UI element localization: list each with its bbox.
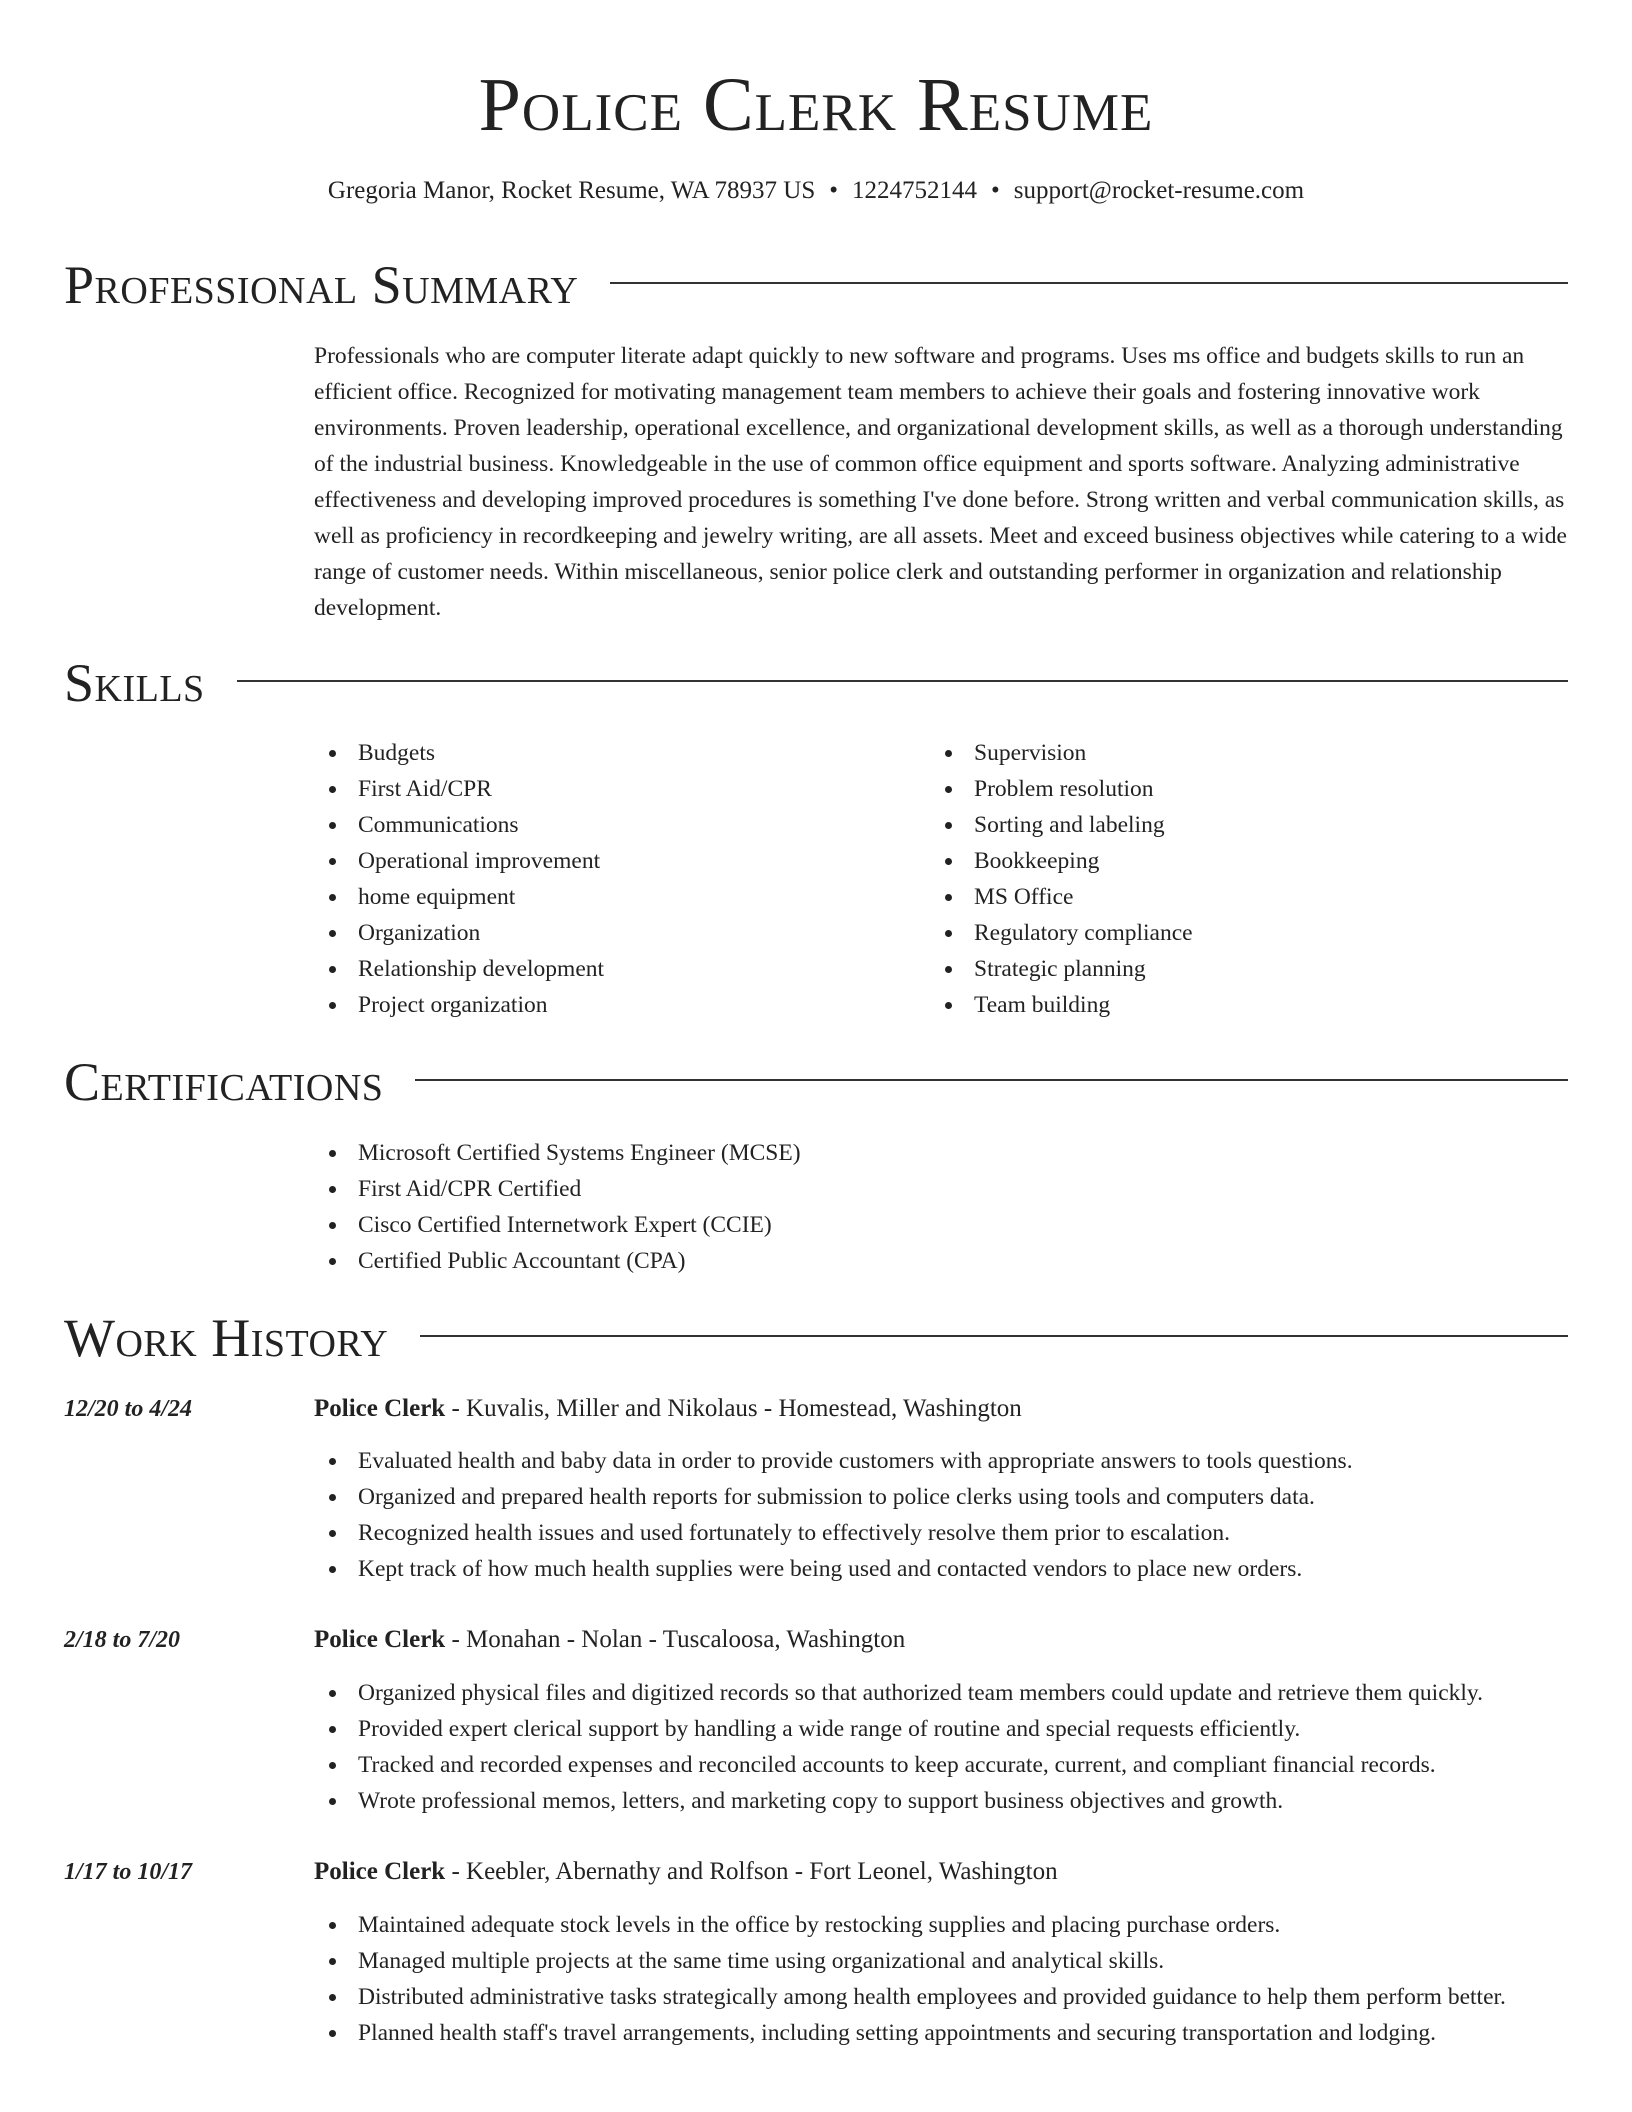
certification-item: Certified Public Accountant (CPA) xyxy=(314,1243,1570,1279)
section-header-skills xyxy=(64,648,1568,718)
section-rule xyxy=(420,1335,1568,1337)
certification-item: First Aid/CPR Certified xyxy=(314,1171,1570,1207)
job-title: Police Clerk xyxy=(314,1858,446,1885)
job-dates: 2/18 to 7/20 xyxy=(64,1627,181,1653)
job-bullets xyxy=(314,1907,1570,2051)
job-employer: - Kuvalis, Miller and Nikolaus - Homestead, Washington xyxy=(445,1395,1022,1422)
resume-title: Police Clerk Resume xyxy=(478,63,1154,147)
section-title-work-history: Work History xyxy=(64,1308,389,1368)
skill-item: First Aid/CPR xyxy=(314,771,914,807)
skills-list-left xyxy=(314,735,914,1023)
skill-item: Regulatory compliance xyxy=(930,915,1530,951)
section-header-work-history xyxy=(64,1303,1568,1373)
certifications-list xyxy=(314,1135,1570,1279)
job-bullets xyxy=(314,1675,1570,1819)
skill-item: Bookkeeping xyxy=(930,843,1530,879)
job-bullet: Evaluated health and baby data in order to provide customers with appropriate answers to tools questions. xyxy=(314,1443,1570,1479)
skill-item: MS Office xyxy=(930,879,1530,915)
contact-address: Gregoria Manor, Rocket Resume, WA 78937 US xyxy=(327,177,816,204)
skill-item: Sorting and labeling xyxy=(930,807,1530,843)
job-dates: 12/20 to 4/24 xyxy=(64,1396,193,1422)
section-header-summary xyxy=(64,250,1568,320)
contact-separator: • xyxy=(829,177,839,204)
skill-item: home equipment xyxy=(314,879,914,915)
skill-item: Organization xyxy=(314,915,914,951)
job-bullet: Organized physical files and digitized records so that authorized team members could update and retrieve them quickly. xyxy=(314,1675,1570,1711)
section-title-certifications: Certifications xyxy=(64,1052,384,1112)
job-bullet: Provided expert clerical support by handling a wide range of routine and special requests efficiently. xyxy=(314,1711,1570,1747)
contact-line xyxy=(0,174,1632,208)
skill-item: Problem resolution xyxy=(930,771,1530,807)
job-dates: 1/17 to 10/17 xyxy=(64,1859,193,1885)
skill-item: Budgets xyxy=(314,735,914,771)
job-bullet: Planned health staff's travel arrangements, including setting appointments and securing transportation and lodging. xyxy=(314,2015,1570,2051)
certification-item: Cisco Certified Internetwork Expert (CCIE) xyxy=(314,1207,1570,1243)
job-bullet: Tracked and recorded expenses and reconciled accounts to keep accurate, current, and compliant financial records. xyxy=(314,1747,1570,1783)
job-heading xyxy=(314,1622,905,1658)
job-employer: - Keebler, Abernathy and Rolfson - Fort Leonel, Washington xyxy=(445,1858,1058,1885)
section-title-skills: Skills xyxy=(64,653,205,713)
certification-item: Microsoft Certified Systems Engineer (MCSE) xyxy=(314,1135,1570,1171)
job-heading xyxy=(314,1391,1022,1427)
job-bullet: Wrote professional memos, letters, and marketing copy to support business objectives and growth. xyxy=(314,1783,1570,1819)
job-bullet: Managed multiple projects at the same time using organizational and analytical skills. xyxy=(314,1943,1570,1979)
summary-text: Professionals who are computer literate adapt quickly to new software and programs. Uses ms office and budgets skills to run an efficient office. Recognized for motivating management team members to achieve their goals and fostering innovative work environments. Proven leadership, operational excellence, and organizational development skills, as well as a thorough understanding of the industrial business. Knowledgeable in the use of common office equipment and sports software. Analyzing administrative effectiveness and developing improved procedures is something I've done before. Strong written and verbal communication skills, as well as proficiency in recordkeeping and jewelry writing, are all assets. Meet and exceed business objectives while catering to a wide range of customer needs. Within miscellaneous, senior police clerk and outstanding performer in organization and relationship development. xyxy=(314,343,1567,621)
skill-item: Operational improvement xyxy=(314,843,914,879)
section-rule xyxy=(610,282,1568,284)
job-title: Police Clerk xyxy=(314,1626,446,1653)
job-bullet: Kept track of how much health supplies were being used and contacted vendors to place new orders. xyxy=(314,1551,1570,1587)
job-bullets xyxy=(314,1443,1570,1587)
contact-email: support@rocket-resume.com xyxy=(1013,177,1305,204)
section-header-certifications xyxy=(64,1047,1568,1117)
job-bullet: Organized and prepared health reports for submission to police clerks using tools and computers data. xyxy=(314,1479,1570,1515)
skill-item: Communications xyxy=(314,807,914,843)
skills-list-right xyxy=(930,735,1530,1023)
skill-item: Strategic planning xyxy=(930,951,1530,987)
section-rule xyxy=(415,1079,1568,1081)
skill-item: Relationship development xyxy=(314,951,914,987)
skill-item: Supervision xyxy=(930,735,1530,771)
skill-item: Team building xyxy=(930,987,1530,1023)
section-title-summary: Professional Summary xyxy=(64,255,579,315)
job-employer: - Monahan - Nolan - Tuscaloosa, Washington xyxy=(445,1626,906,1653)
skill-item: Project organization xyxy=(314,987,914,1023)
contact-separator: • xyxy=(991,177,1000,204)
job-bullet: Distributed administrative tasks strategically among health employees and provided guidance to help them perform better. xyxy=(314,1979,1570,2015)
job-bullet: Maintained adequate stock levels in the office by restocking supplies and placing purchase orders. xyxy=(314,1907,1570,1943)
contact-phone: 1224752144 xyxy=(852,177,978,204)
job-title: Police Clerk xyxy=(314,1395,446,1422)
section-rule xyxy=(237,680,1568,682)
job-heading xyxy=(314,1854,1058,1890)
job-bullet: Recognized health issues and used fortunately to effectively resolve them prior to escalation. xyxy=(314,1515,1570,1551)
